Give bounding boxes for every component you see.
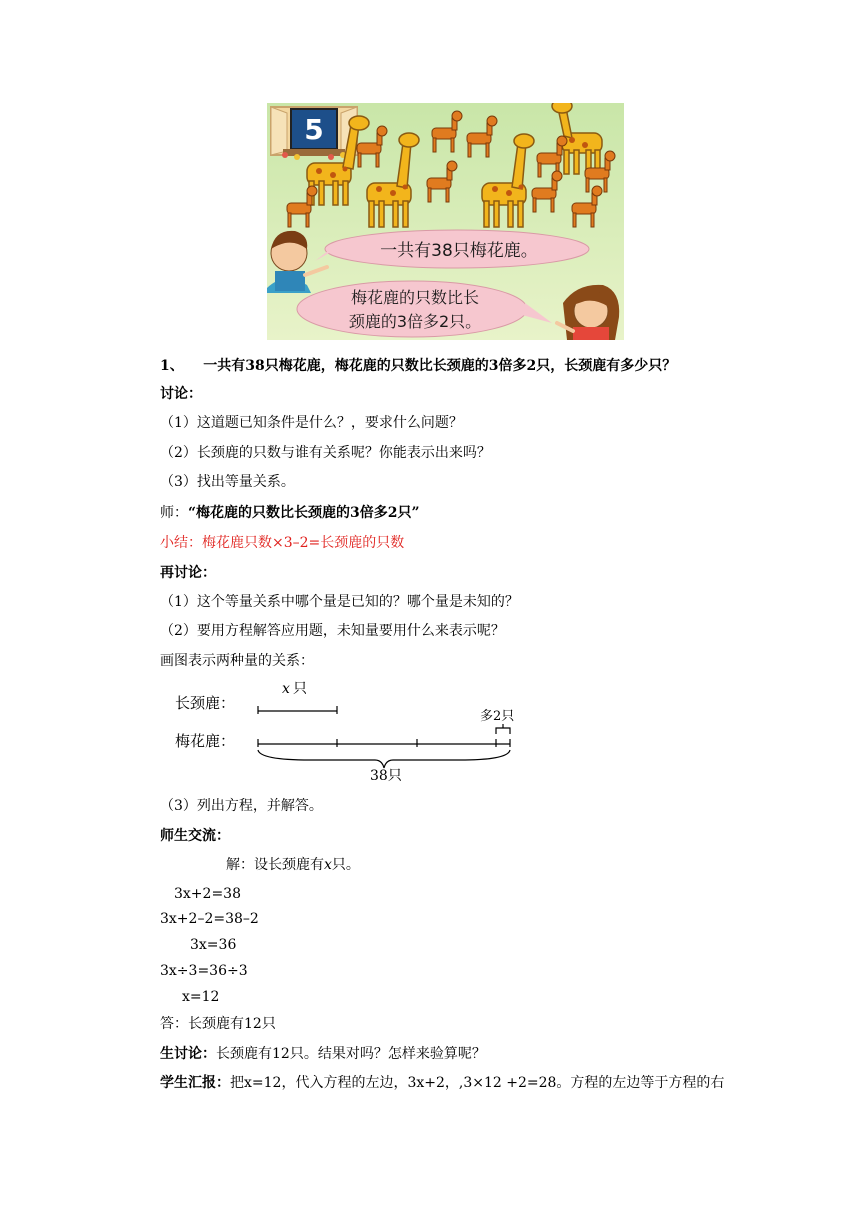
total-label: 38只 — [370, 768, 402, 784]
discussion-q3: （3）找出等量关系。 — [160, 474, 295, 490]
equation-4: 3x÷3=36÷3 — [160, 963, 248, 979]
deer-segment — [258, 724, 510, 747]
exchange-heading: 师生交流： — [160, 828, 230, 844]
equation-1: 3x+2=38 — [174, 886, 241, 902]
boy-bubble-text: 一共有38只梅花鹿。 — [380, 241, 538, 261]
giraffe-deer-illustration — [267, 103, 624, 340]
problem-line — [160, 356, 676, 376]
deer-label: 梅花鹿： — [175, 732, 236, 750]
segment-diagram — [160, 676, 560, 786]
student-report-label: 学生汇报： — [160, 1075, 230, 1091]
discussion-q2: （2）长颈鹿的只数与谁有关系呢？你能表示出来吗？ — [160, 445, 491, 461]
student-discuss-line — [160, 1044, 486, 1064]
student-report-text: 把x=12，代入方程的左边，3x+2，,3×12 +2=28。方程的左边等于方程的右 — [230, 1075, 725, 1091]
giraffe-label: 长颈鹿： — [175, 694, 236, 712]
extra-label: 多2只 — [480, 709, 515, 724]
rediscuss-heading: 再讨论： — [160, 565, 216, 581]
x-unit: 只 — [293, 681, 307, 697]
x-variable: x — [282, 681, 290, 697]
teacher-label: 师： — [160, 505, 188, 521]
teacher-quote: “梅花鹿的只数比长颈鹿的3倍多2只” — [188, 505, 420, 521]
total-brace — [258, 750, 510, 768]
girl-bubble-line2: 颈鹿的3倍多2只。 — [348, 312, 482, 331]
equation-3: 3x=36 — [190, 937, 237, 953]
student-discuss-text: 长颈鹿有12只。结果对吗？怎样来验算呢？ — [216, 1046, 486, 1062]
student-discuss-label: 生讨论： — [160, 1046, 216, 1062]
problem-number: 1、 — [160, 358, 184, 374]
equation-5: x=12 — [182, 989, 220, 1005]
let-suffix: 只。 — [331, 857, 360, 873]
number-badge: 5 — [304, 113, 324, 146]
girl-bubble-line1: 梅花鹿的只数比长 — [350, 288, 480, 307]
diagram-intro: 画图表示两种量的关系： — [160, 653, 314, 669]
rediscuss-q2: （2）要用方程解答应用题，未知量要用什么来表示呢？ — [160, 623, 505, 639]
equation-2: 3x+2–2=38–2 — [160, 911, 259, 927]
step3-line: （3）列出方程，并解答。 — [160, 798, 323, 814]
summary-line: 小结：梅花鹿只数×3–2=长颈鹿的只数 — [160, 535, 405, 551]
answer-line: 答：长颈鹿有12只 — [160, 1016, 276, 1032]
giraffe-segment — [258, 706, 337, 714]
let-prefix: 解：设长颈鹿有 — [226, 857, 324, 873]
discussion-q1: （1）这道题已知条件是什么？，要求什么问题？ — [160, 415, 463, 431]
student-report-line — [160, 1073, 724, 1093]
discussion-heading: 讨论： — [160, 386, 202, 402]
problem-text: 一共有38只梅花鹿，梅花鹿的只数比长颈鹿的3倍多2只，长颈鹿有多少只？ — [203, 358, 677, 374]
teacher-line — [160, 503, 420, 523]
solution-let — [226, 855, 360, 875]
rediscuss-q1: （1）这个等量关系中哪个量是已知的？哪个量是未知的？ — [160, 594, 519, 610]
let-variable: x — [324, 857, 332, 873]
